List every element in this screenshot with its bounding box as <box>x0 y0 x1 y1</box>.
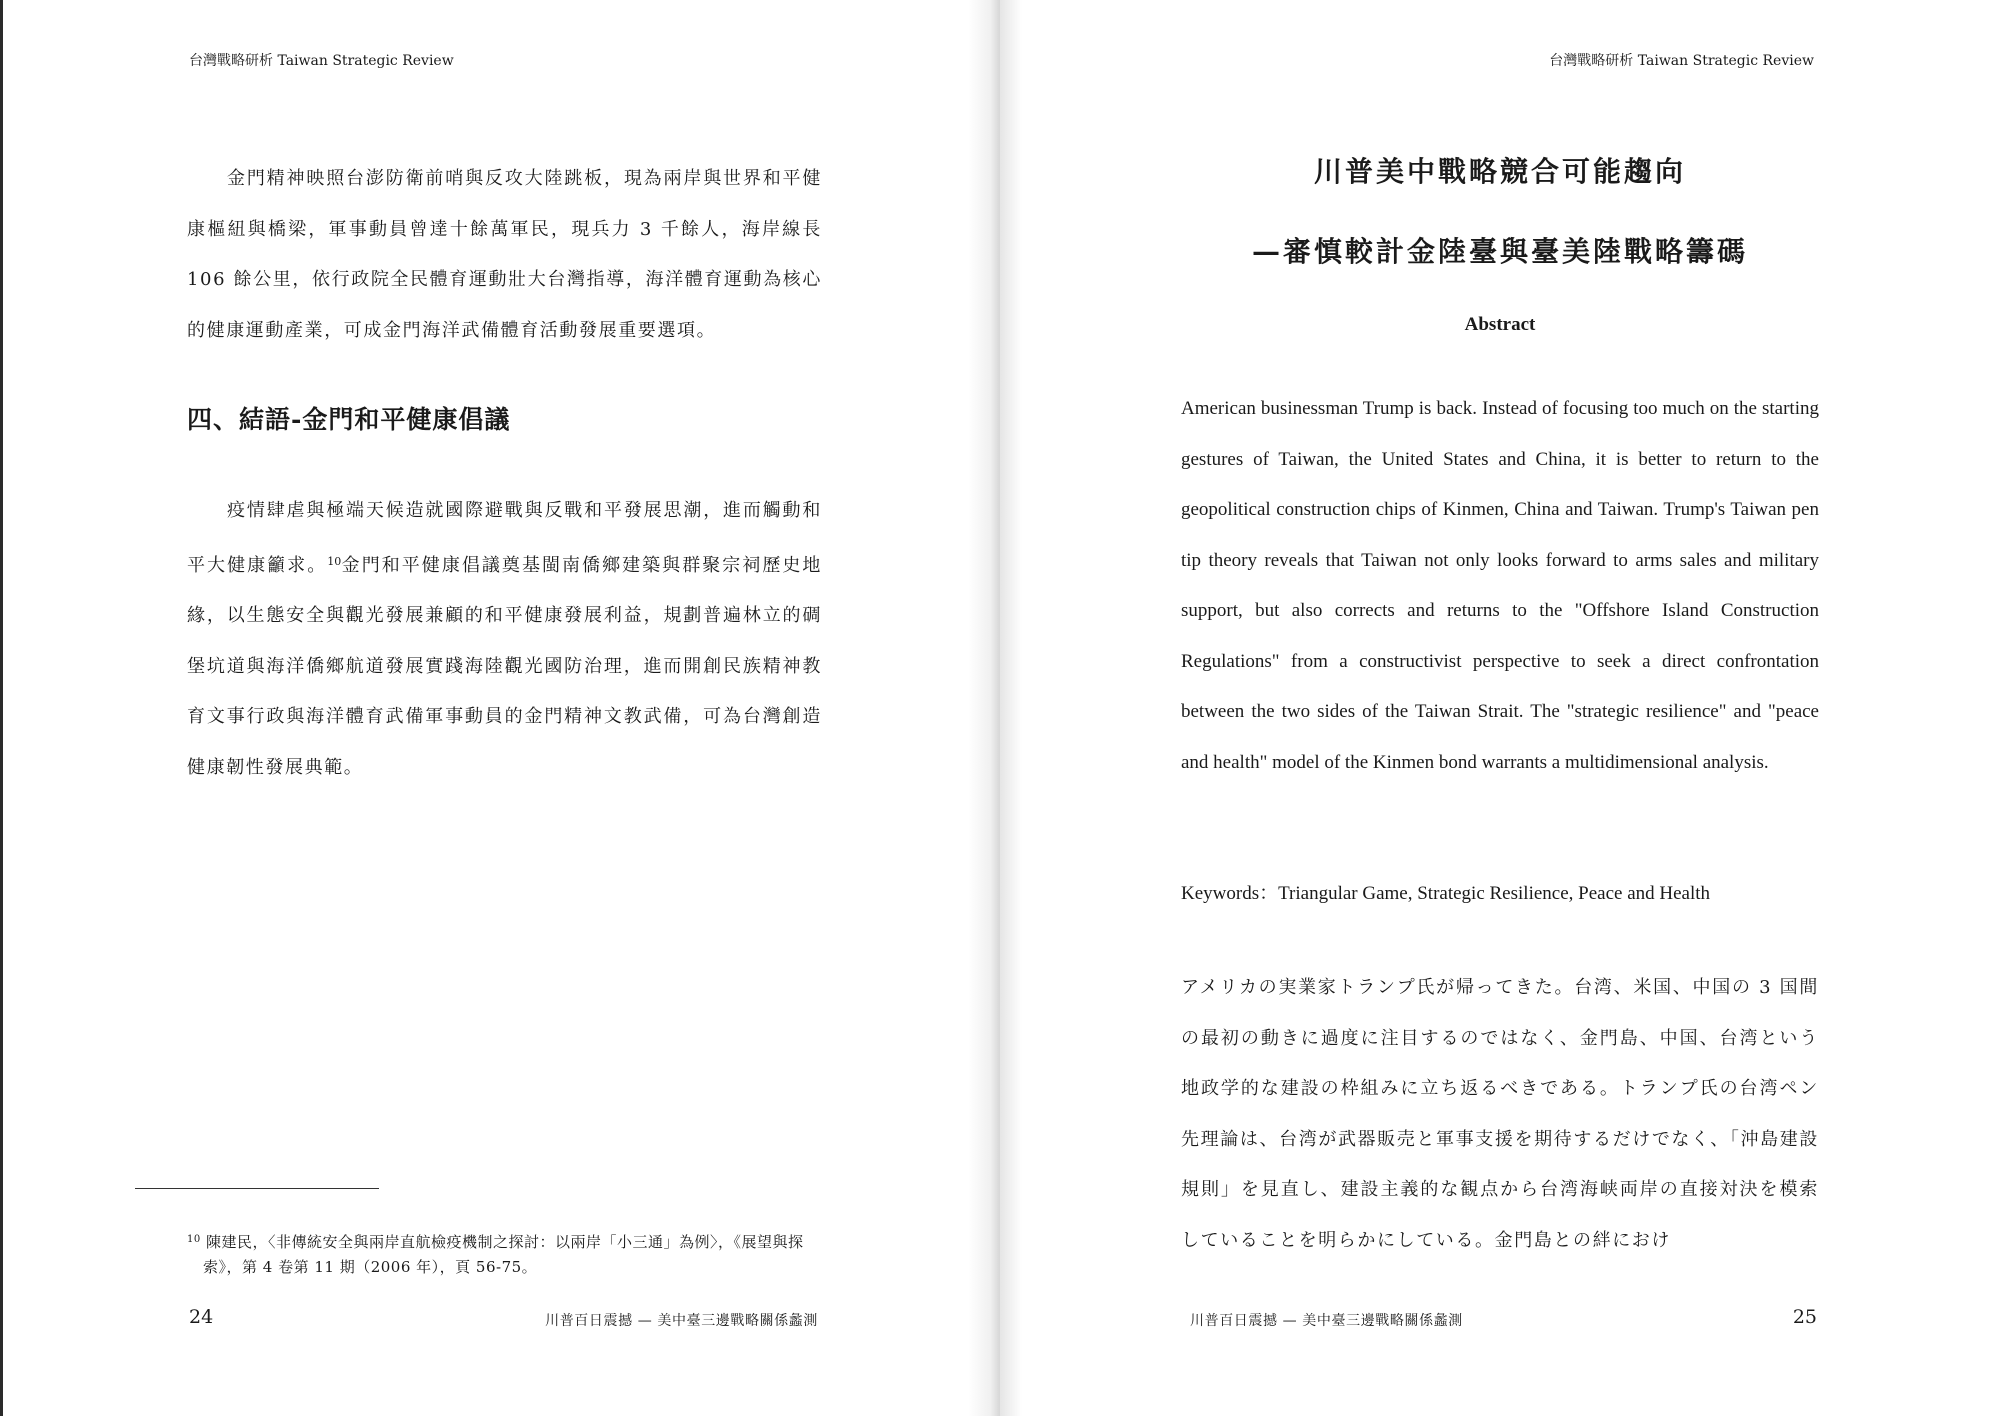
footnote-text: 陳建民，〈非傳統安全與兩岸直航檢疫機制之探討：以兩岸「小三通」為例〉，《展望與探索》，第 4 卷第 11 期（2006 年），頁 56-75。 <box>203 1233 804 1276</box>
footnote-divider <box>135 1188 379 1189</box>
running-head: 台灣戰略研析 Taiwan Strategic Review <box>1549 53 1814 69</box>
book-title-footer: 川普百日震撼 — 美中臺三邊戰略關係蠡測 <box>545 1313 818 1329</box>
body-paragraph <box>187 486 822 793</box>
keywords: Keywords：Triangular Game, Strategic Resilience, Peace and Health <box>1181 883 1711 904</box>
paragraph-text-part: 金門和平健康倡議奠基閩南僑鄉建築與群聚宗祠歷史地緣，以生態安全與觀光發展兼顧的和平健康發展利益，規劃普遍林立的碉堡坑道與海洋僑鄉航道發展實踐海陸觀光國防治理，進而開創民族精神教育文事行政與海洋體育武備軍事動員的金門精神文教武備，可為台灣創造健康韌性發展典範。 <box>187 554 822 778</box>
footnote-reference[interactable]: 10 <box>327 554 342 568</box>
japanese-abstract: アメリカの実業家トランプ氏が帰ってきた。台湾、米国、中国の 3 国間の最初の動きに過度に注目するのではなく、金門島、中国、台湾という地政学的な建設の枠組みに立ち返るべきである。トランプ氏の台湾ペン先理論は、台湾が武器販売と軍事支援を期待するだけでなく、「沖島建設規則」を見直し、建設主義的な観点から台湾海峡両岸の直接対決を模索していることを明らかにしている。金門島との絆におけ <box>1181 977 1819 1251</box>
footnote <box>187 1227 841 1280</box>
page-number: 24 <box>189 1306 214 1328</box>
paragraph-text-part: 疫情肆虐與極端天候造就國際避戰與反戰和平發展思潮，進而觸動和平大健康籲求。 <box>187 500 822 576</box>
running-head: 台灣戰略研析 Taiwan Strategic Review <box>189 53 454 69</box>
footnote-marker: 10 <box>187 1234 201 1245</box>
book-title-footer: 川普百日震撼 — 美中臺三邊戰略關係蠡測 <box>1190 1313 1463 1329</box>
paragraph-text: 金門精神映照台澎防衛前哨與反攻大陸跳板，現為兩岸與世界和平健康樞紐與橋梁，軍事動員曾達十餘萬軍民，現兵力 3 千餘人，海岸線長 106 餘公里，依行政院全民體育運動壯大台灣指導，海洋體育運動為核心的健康運動產業，可成金門海洋武備體育活動發展重要選項。 <box>187 168 822 341</box>
abstract-heading: Abstract <box>1464 314 1536 335</box>
paragraph-text <box>187 486 822 793</box>
section-heading: 四、結語-金門和平健康倡議 <box>187 405 511 434</box>
page-gutter <box>968 0 1000 1416</box>
body-paragraph <box>187 154 822 356</box>
gutter-shadow <box>1000 0 1022 1416</box>
right-page <box>1000 0 2000 1416</box>
page-number: 25 <box>1792 1306 1817 1328</box>
abstract-body: American businessman Trump is back. Instead of focusing too much on the starting gestures of Taiwan, the United States and China, it is better to return to the geopolitical construction chips of Kinmen, China and Taiwan. Trump's Taiwan pen tip theory reveals that Taiwan not only looks forward to arms sales and military support, but also corrects and returns to the "Offshore Island Construction Regulations" from a constructivist perspective to seek a direct confrontation between the two sides of the Taiwan Strait. The "strategic resilience" and "peace and health" model of the Kinmen bond warrants a multidimensional analysis. <box>1181 398 1819 773</box>
article-title: 川普美中戰略競合可能趨向 <box>1313 155 1686 188</box>
article-subtitle: —審慎較計金陸臺與臺美陸戰略籌碼 <box>1251 235 1748 268</box>
